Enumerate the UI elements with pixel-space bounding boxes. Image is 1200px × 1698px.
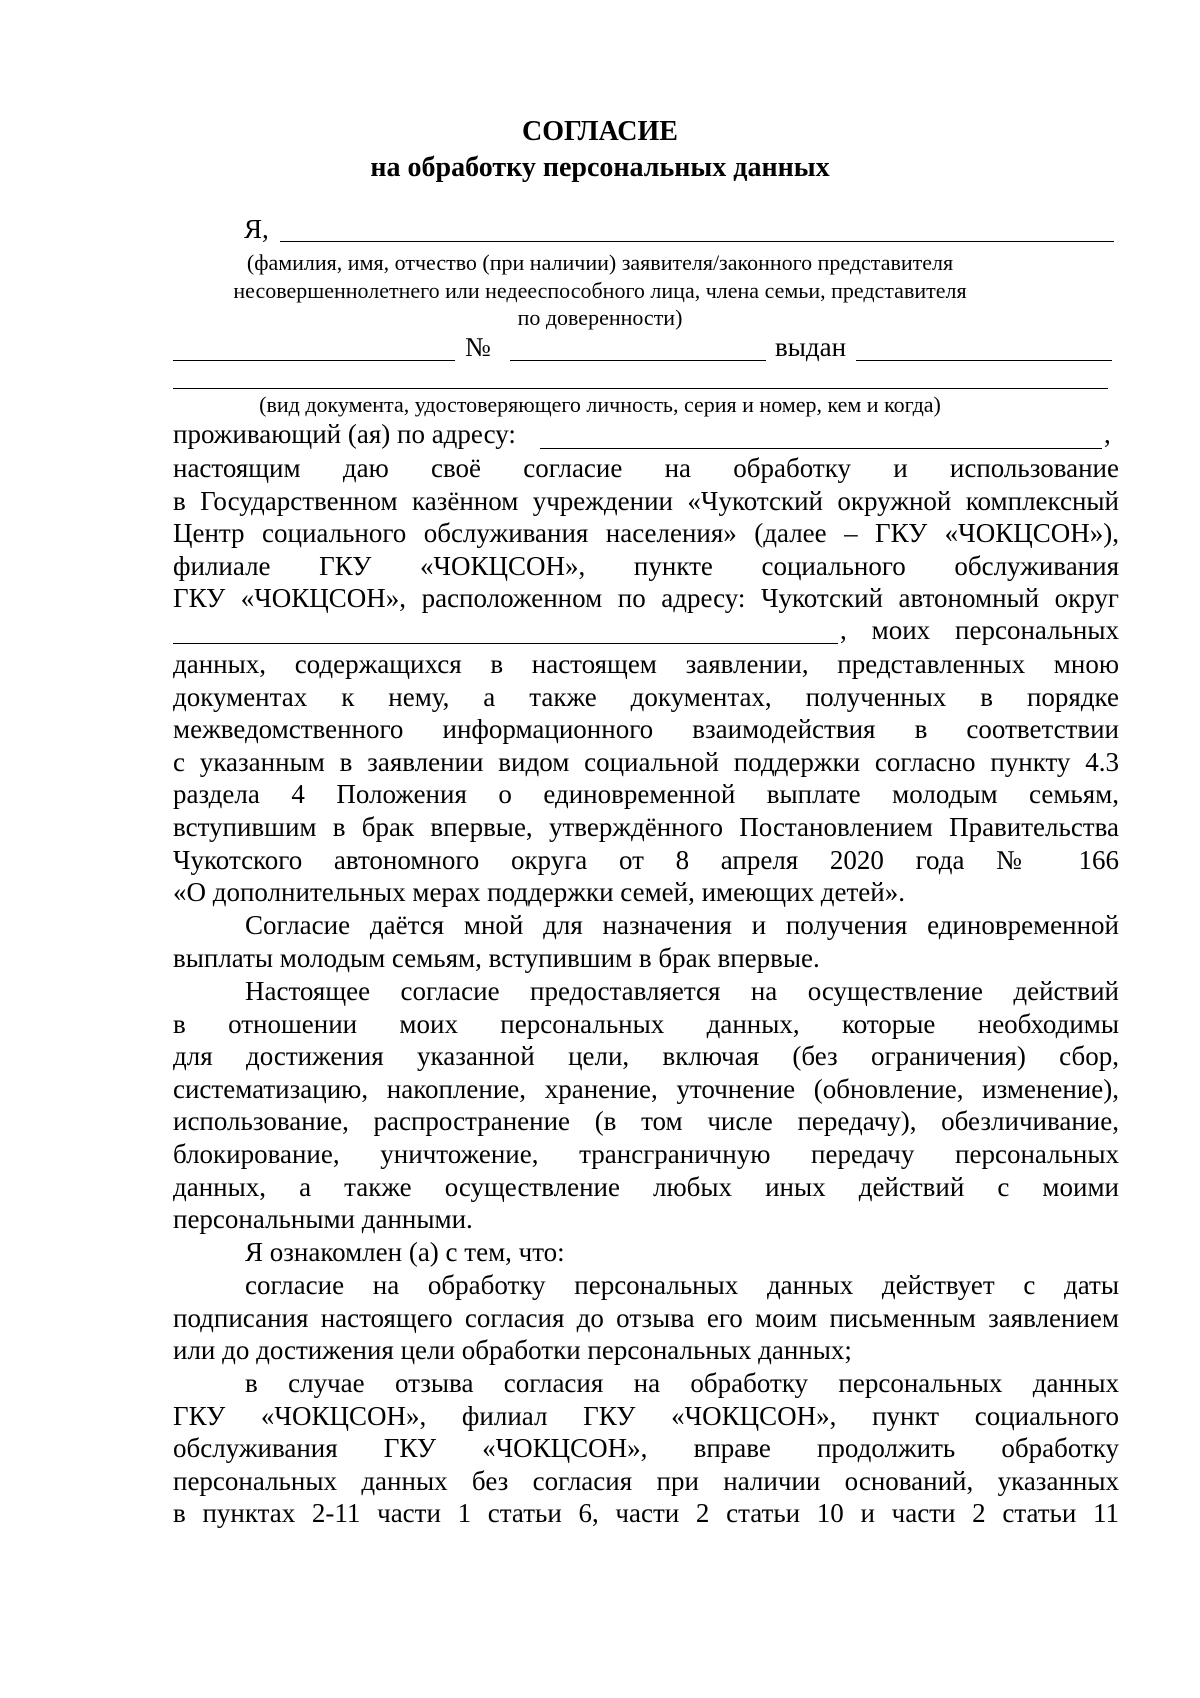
text-line: данных, содержащихся в настоящем заявлении, представленных мною: [173, 649, 1119, 679]
text-line: использование, распространение (в том числе передачу), обезличивание,: [173, 1106, 1119, 1137]
address-blank[interactable]: [540, 448, 1102, 449]
text-line: Согласие даётся мной для назначения и получения единовременной: [245, 910, 1119, 940]
text-line: подписания настоящего согласия до отзыва его моим письменным заявлением: [173, 1302, 1119, 1333]
text-line: персональными данными.: [173, 1204, 473, 1235]
name-caption-line-3: по доверенности): [517, 305, 683, 330]
text-line: вступившим в брак впервые, утверждённого Постановлением Правительства: [173, 811, 1119, 842]
text-line: ГКУ «ЧОКЦСОН», расположенном по адресу: Чукотский автономный округ: [173, 583, 1119, 614]
text-line: документах к нему, а также документах, полученных в порядке: [173, 681, 1119, 712]
text-line: «О дополнительных мерах поддержки семей, имеющих детей».: [173, 877, 905, 908]
document-details-blank[interactable]: [173, 388, 1108, 389]
name-caption-line-1: (фамилия, имя, отчество (при наличии) заявителя/законного представителя: [246, 250, 954, 275]
text-line: с указанным в заявлении видом социальной поддержки согласно пункту 4.3: [173, 746, 1119, 777]
office-address-blank[interactable]: [173, 643, 838, 644]
text-line: или до достижения цели обработки персональных данных;: [173, 1335, 852, 1366]
document-subtitle: на обработку персональных данных: [370, 152, 830, 183]
text-line: согласие на обработку персональных данных действует с даты: [245, 1270, 1119, 1300]
document-title: СОГЛАСИЕ: [522, 116, 678, 147]
address-comma: ,: [1104, 419, 1111, 449]
text-line: выплаты молодым семьям, вступившим в брак впервые.: [173, 942, 820, 973]
address-label: проживающий (ая) по адресу:: [173, 419, 516, 449]
text-line: обслуживания ГКУ «ЧОКЦСОН», вправе продолжить обработку: [173, 1433, 1119, 1464]
text-line: , моих персональных: [840, 615, 1119, 645]
text-line: Настоящее согласие предоставляется на осуществление действий: [245, 976, 1119, 1006]
document-number-blank[interactable]: [510, 360, 766, 361]
text-line: блокирование, уничтожение, трансграничную передачу персональных: [173, 1138, 1119, 1169]
consent-paragraph: [173, 452, 1119, 615]
text-line: раздела 4 Положения о единовременной выплате молодым семьям,: [173, 779, 1119, 810]
text-line: в Государственном казённом учреждении «Чукотский окружной комплексный: [173, 485, 1119, 516]
name-caption-line-2: несовершеннолетнего или недееспособного лица, члена семьи, представителя: [233, 278, 967, 303]
acknowledgement-heading: [173, 1236, 1119, 1269]
text-line: межведомственного информационного взаимодействия в соответствии: [173, 714, 1119, 745]
text-line: персональных данных без согласия при наличии оснований, указанных: [173, 1465, 1119, 1496]
document-caption: (вид документа, удостоверяющего личность, серия и номер, кем и когда): [259, 392, 941, 417]
text-line: для достижения указанной цели, включая (без ограничения) сбор,: [173, 1041, 1119, 1072]
text-line: в случае отзыва согласия на обработку персональных данных: [245, 1368, 1119, 1398]
text-line: в пунктах 2-11 части 1 статьи 6, части 2 статьи 10 и части 2 статьи 11: [173, 1498, 1119, 1529]
text-line: систематизацию, накопление, хранение, уточнение (обновление, изменение),: [173, 1073, 1119, 1104]
text-line: в отношении моих персональных данных, которые необходимы: [173, 1008, 1119, 1039]
text-line: филиале ГКУ «ЧОКЦСОН», пункте социального обслуживания: [173, 550, 1119, 581]
withdrawal-paragraph: [173, 1367, 1119, 1530]
validity-paragraph: [173, 1269, 1119, 1367]
text-line: Я ознакомлен (а) с тем, что:: [245, 1237, 565, 1267]
document-type-blank[interactable]: [173, 360, 455, 361]
text-line: Чукотского автономного округа от 8 апреля 2020 года № 166: [173, 844, 1119, 875]
purpose-paragraph: [173, 909, 1119, 974]
issued-by-blank[interactable]: [856, 360, 1112, 361]
text-line: данных, а также осуществление любых иных действий с моими: [173, 1171, 1119, 1202]
name-blank-line[interactable]: [280, 241, 1114, 242]
issued-label: выдан: [775, 332, 847, 362]
text-line: настоящим даю своё согласие на обработку и использование: [173, 453, 1119, 483]
name-prefix: Я,: [244, 214, 269, 244]
text-line: ГКУ «ЧОКЦСОН», филиал ГКУ «ЧОКЦСОН», пункт социального: [173, 1400, 1119, 1431]
actions-paragraph: [173, 975, 1119, 1236]
number-label: №: [465, 332, 491, 362]
text-line: Центр социального обслуживания населения» (далее – ГКУ «ЧОКЦСОН»),: [173, 518, 1119, 549]
consent-paragraph-continued: [173, 648, 1119, 909]
